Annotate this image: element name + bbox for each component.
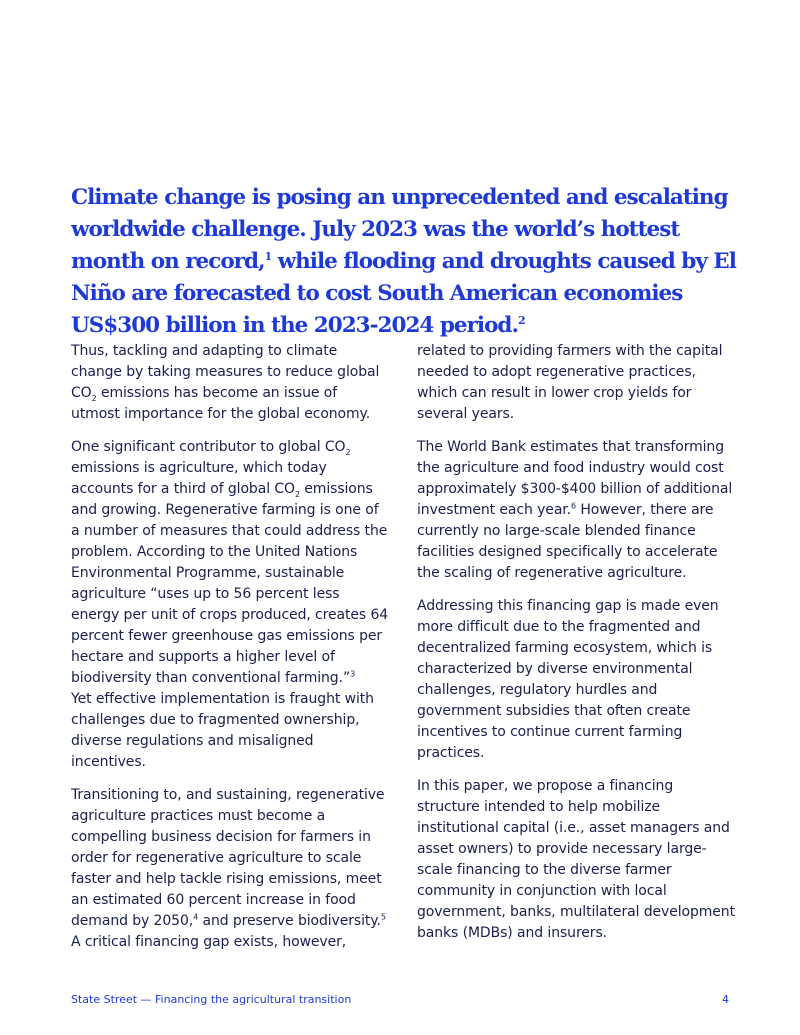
text-span: Transitioning to, and sustaining, regenerative agriculture practices must become a compelling business decision for farmers in order for regenerative agriculture to scale faster and help tackle rising emissions, meet an estimated 60 percent increase in food demand by 2050, <box>71 787 385 929</box>
subscript: 2 <box>91 393 97 403</box>
footer-source: State Street — Financing the agricultural transition <box>71 993 352 1006</box>
lead-text-1: Climate change is posing an unprecedented and escalating worldwide challenge. July 2023 was the world’s hottest month on record, <box>71 185 728 274</box>
subscript: 2 <box>345 447 351 457</box>
text-span: Thus, tackling and adapting to climate change by taking measures to reduce global CO <box>71 343 380 401</box>
text-span: However, there are currently no large-scale blended finance facilities designed specifically to accelerate the scaling of regenerative agriculture. <box>417 502 718 581</box>
text-span: Yet effective implementation is fraught with challenges due to fragmented ownership, diverse regulations and misaligned incentives. <box>71 691 374 770</box>
footnote-ref-4[interactable]: 4 <box>193 912 199 922</box>
text-span: One significant contributor to global CO <box>71 439 346 455</box>
footnote-ref-1[interactable]: 1 <box>264 249 272 263</box>
right-paragraph-1: related to providing farmers with the capital needed to adopt regenerative practices, which can result in lower crop yields for several years. <box>417 343 723 422</box>
lead-text-2: while flooding and droughts caused by El Niño are forecasted to cost South American economies US$300 billion in the 2023-2024 period. <box>71 249 736 338</box>
right-paragraph-3: Addressing this financing gap is made even more difficult due to the fragmented and decentralized farming ecosystem, which is characterized by diverse environmental challenges, regulatory hurdles and government subsidies that often create incentives to continue current farming practices. <box>417 598 719 761</box>
footnote-ref-2[interactable]: 2 <box>517 313 525 327</box>
text-span: The World Bank estimates that transforming the agriculture and food industry would cost approximately $300-$400 billion of additional investment each year. <box>417 439 733 518</box>
text-span: A critical financing gap exists, however, <box>71 934 347 950</box>
left-paragraph-3 <box>71 785 389 953</box>
page-footer <box>71 993 729 1006</box>
right-paragraph-4: In this paper, we propose a financing structure intended to help mobilize institutional capital (i.e., asset managers and asset owners) to provide necessary large-scale financing to the diverse farmer community in conjunction with local government, banks, multilateral development banks (MDBs) and insurers. <box>417 778 735 941</box>
text-span: emissions and growing. Regenerative farming is one of a number of measures that could address the problem. According to the United Nations Environmental Programme, sustainable agriculture “uses up to 56 percent less energy per unit of crops produced, creates 64 percent fewer greenhouse gas emissions per hectare and supports a higher level of biodiversity than conventional farming.” <box>71 481 389 686</box>
lead-paragraph <box>71 182 736 342</box>
left-column <box>71 341 389 965</box>
text-span: emissions is agriculture, which today accounts for a third of global CO <box>71 460 327 497</box>
text-span: emissions has become an issue of utmost importance for the global economy. <box>71 385 371 422</box>
left-paragraph-2 <box>71 437 389 773</box>
left-paragraph-1 <box>71 341 389 425</box>
footnote-ref-3[interactable]: 3 <box>350 669 356 679</box>
text-span: and preserve biodiversity. <box>198 913 381 929</box>
page-number: 4 <box>722 993 729 1006</box>
right-column <box>417 341 735 956</box>
footnote-ref-5[interactable]: 5 <box>380 912 386 922</box>
footnote-ref-6[interactable]: 6 <box>571 501 577 511</box>
subscript: 2 <box>294 489 300 499</box>
right-paragraph-2 <box>417 437 735 584</box>
